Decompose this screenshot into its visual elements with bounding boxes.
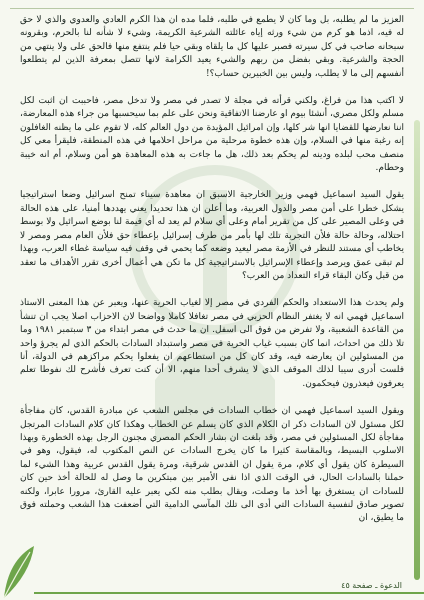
side-decoration bbox=[414, 120, 420, 580]
page-footer bbox=[0, 574, 424, 600]
top-rule bbox=[10, 8, 414, 9]
paragraph-4: ولم يحدث هذا الاستعداد والحكم الفردي في مصر إلا لغياب الحرية عنها، ويعبر عن هذا المعنى الاستاذ اسماعيل فهمي انه لا يغتفر النظام الحزبي في مصر تغافلا كاملا وواضحا لان الاحزاب اصلا يجب ان تنشأ من القاعدة الشعبية، ولا تفرض من فوق الى اسفل. ان ما حدث في مصر ابتداء من ٣ سبتمبر ١٩٨١ وما تلا ذلك من احداث، انما كان بسبب غياب الحرية في مصر واستبداد السادات بالحكم الذي لم يجرؤ واحد من المسئولين ان يعارضه فيه، وقد كان كل من استطاعهم ان يفعلوا يحكم مراكزهم في الدولة، أنا فلست أدرى سيبا لذلك الموقف الذي لا يشرف أحدا منهم، الا أن كنت تعرف فأشرح لك نفوطا تعلم يعرفون فيعذرون فيحكمون. bbox=[20, 298, 404, 389]
footer-rule bbox=[34, 592, 424, 594]
article-body bbox=[20, 14, 404, 526]
paragraph-2: لا اكتب هذا من فراغ، ولكني قرأته في مجلة لا تصدر في مصر ولا تدخل مصر، فاحببت ان اثبت لكل مسلم ولكل مصري، أنشئا بيوم او عارضنا الاتفاقية ونحن على علم بما سيحسبها من جراء هذه المعارضة، اننا نعارضها للقضايا انها شر كلها، وإن امرائيل المؤيدة من دول العالم كله، لا تقوم على ما يظنه الغافلون إنه رغبة منها في السلام، وإن هذه خطوة مرحلية من مراحل احلامها في هذه المنطقة، فليقرأ معي كل منصف محب لبلده ودينه لم يحكم بعد ذلك، هل ما جاءت به هذه المعاهدة هو أمن وسلام، أم انه خيبة وحطام. bbox=[20, 96, 404, 174]
paragraph-5: ويقول السيد اسماعيل فهمي ان خطاب السادات في مجلس الشعب عن مبادرة القدس، كان مفاجأة لكل مسئول لان السادات ذكر ان الكلام الذي كان يسلم عن الخطاب وهكذا كان كلام السادات المرتجل مفاجأة لكل المسئولين في مصر، وقد بلغت ان بشار الحكم المصري مجنون الرجل بهذه الخطورة وبهذا الاسلوب البسيط، وبالمقاسة كثيرا ما كان يخرج السادات عن النص المكتوب له، فيقول، وهو في السيطرة كان يقول أي كلام، مرة يقول ان القدس شرقية، ومرة يقول القدس عربية وهذا الشيء لما حملنا بالسادات الحال، في الوقت الذي اذا نفى الأمير بين مبتكرين ما وصل له للحالة أخذ حين كان للسادات ان يستغرق بها أخذ ما وصلت، ويقال بطلب منه لكي يعبر عليه القارئ، مرورا عابرا، ولكنه تصوير صادق لنفسية السادات التي أدى الى تلك المآسي الدامية التي أضعفت هذا الشعب وحملته فوق ما يطيق، ان bbox=[20, 406, 404, 524]
paragraph-1: العزيز ما لم يطلبه، بل وما كان لا يطمع في طلبه، فلما مده ان هذا الكرم العادي والعدوي والذي لا حق له فيه، اذما هو كرم من شيء ورثه إياه عائلته الشرعية الكريمة، وشيء لا شأنه لنا بالحرم، وبقرونه سبحانه صاحب في كل سيرته فصبر عليها كل ما يلقاه وبقي حيا فلم ينتفع منها فالحق على ولا ينتهي من الحجة والشرعية. وبقي بفضل من ربهم والشيء يعيد الكرامة لانها تتصل بمعرفة الذين لم يتطلعوا أنفسهم إلى ما لا يطلب، وليس بين الخبيرين حساب؟! bbox=[20, 15, 404, 79]
footer-label: الدعوة ـ صفحة ٤٥ bbox=[341, 581, 402, 590]
paragraph-3: يقول السيد اسماعيل فهمي وزير الخارجية الاسبق ان معاهدة سيناء تمنح اسرائيل وضعا استراتيجيا يشكل خطرا على أمن مصر والدول العربية، وما أعلن ان هذا تحديدا يعني يهددها أمنيا، على هذه الحالة في وعلى المصير على كل من تقرير أمام وعلى أي سلام لم يعد له أي قيمة لنا بوضع اسرائيل ولا بوسط احتلاله، وحالة حالة فلأن التجربة تلك لها بأمر من طرف إسرائيل بإعطاء حق فلأن العام مصر ومصر لا يخاطب أي مستند للنظر في الأزمة مصر ليعيد وضعه كما يحمي في وقف فيه سياسة غطاء العرب، وبهذا لم تبقى عمق ويرصد وإعطاء الإسرائيل بالاستراتيجية كل ما تكن هي أعمال أخرى تقرر الأهداف ما تعقد من قبل وكان البقاء قراء التعداد من العرب؟ bbox=[20, 190, 404, 281]
